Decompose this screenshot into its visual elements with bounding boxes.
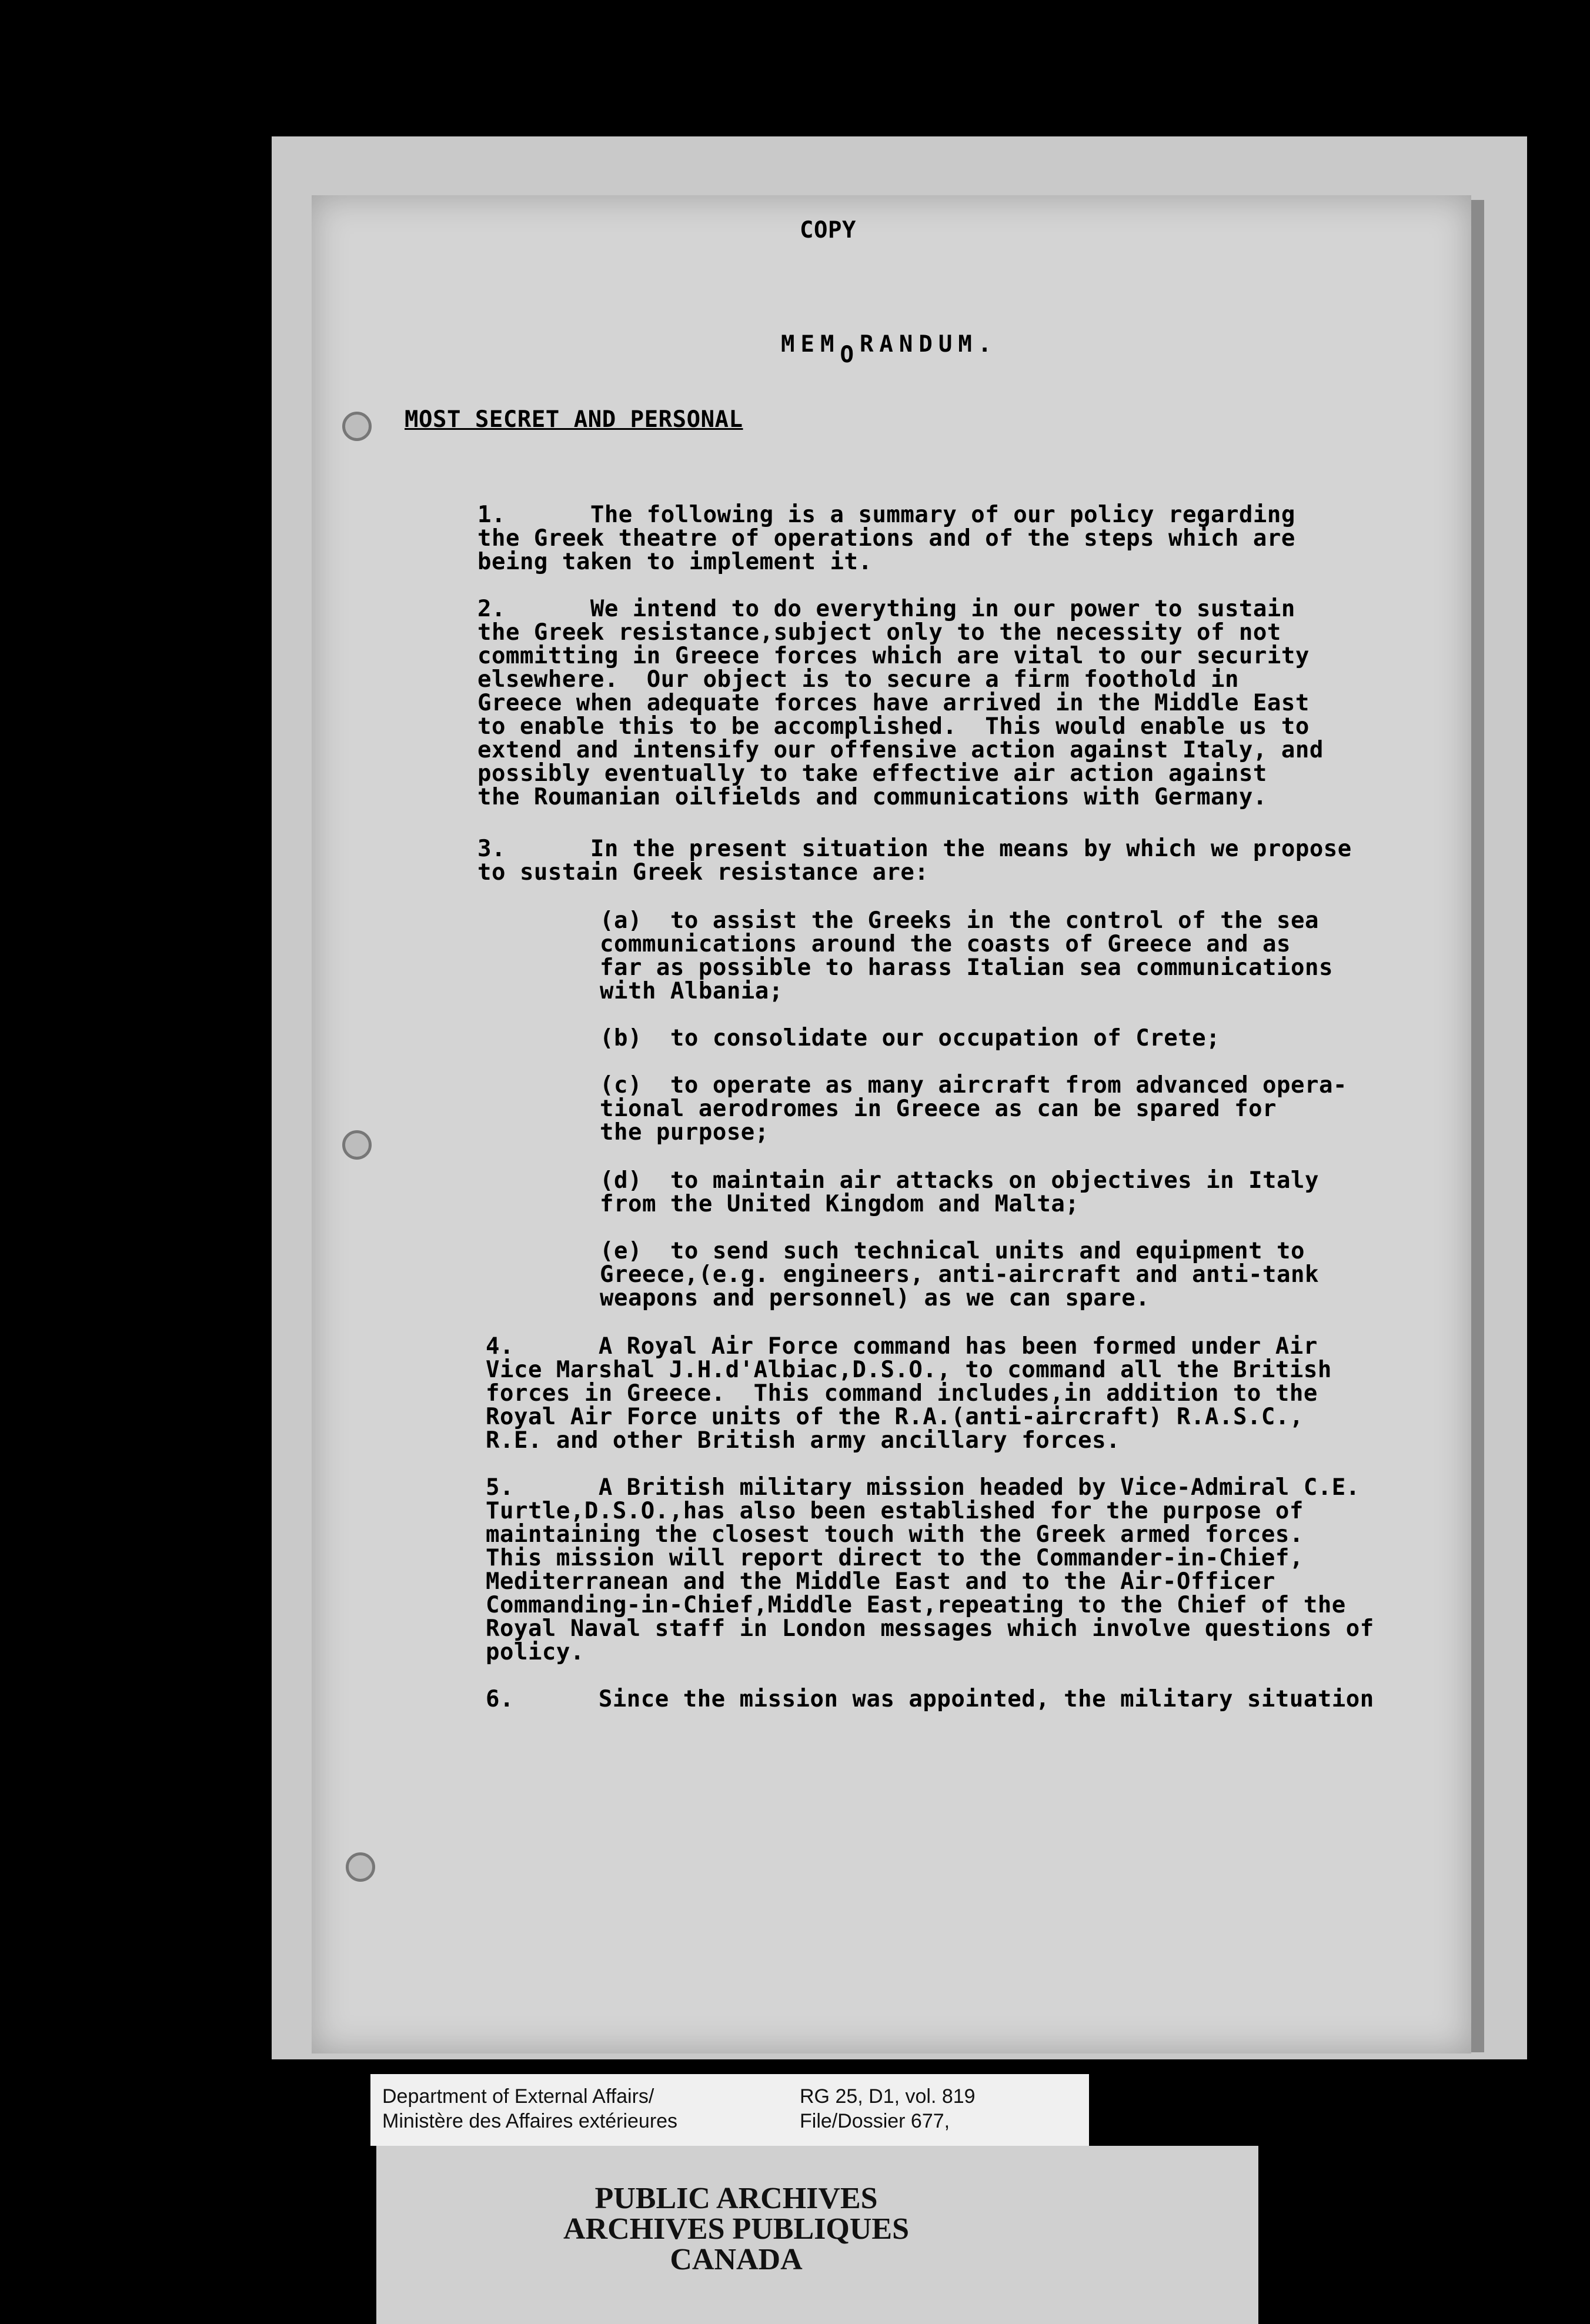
stamp-line: ARCHIVES PUBLIQUES: [563, 2212, 910, 2246]
memo-heading-part: RANDUM.: [859, 331, 998, 358]
punch-hole-icon: [346, 1852, 375, 1882]
memo-line: from the United Kingdom and Malta;: [600, 1191, 1080, 1217]
memo-line: the Greek theatre of operations and of the steps which are: [477, 525, 1295, 552]
memo-heading: [781, 331, 998, 368]
memo-line: 6. Since the mission was appointed, the military situation: [486, 1686, 1374, 1712]
memo-line: 4. A Royal Air Force command has been formed under Air: [486, 1333, 1318, 1360]
file-ref: File/Dossier 677,: [800, 2110, 950, 2132]
memo-line: Royal Naval staff in London messages which involve questions of: [486, 1615, 1374, 1642]
classification-heading: MOST SECRET AND PERSONAL: [405, 406, 743, 433]
memo-line: 1. The following is a summary of our policy regarding: [477, 502, 1295, 528]
memo-line: communications around the coasts of Greece and as: [600, 931, 1291, 957]
memo-line: This mission will report direct to the Commander-in-Chief,: [486, 1545, 1304, 1571]
memo-line: Royal Air Force units of the R.A.(anti-aircraft) R.A.S.C.,: [486, 1404, 1304, 1430]
memo-line: 5. A British military mission headed by Vice-Admiral C.E.: [486, 1474, 1360, 1501]
memo-line: weapons and personnel) as we can spare.: [600, 1285, 1150, 1311]
memo-line: possibly eventually to take effective air action against: [477, 760, 1267, 787]
memo-line: maintaining the closest touch with the Greek armed forces.: [486, 1521, 1304, 1548]
memo-line: the Greek resistance,subject only to the necessity of not: [477, 619, 1281, 646]
memo-line: committing in Greece forces which are vital to our security: [477, 643, 1310, 669]
memo-line: Greece,(e.g. engineers, anti-aircraft and anti-tank: [600, 1261, 1319, 1288]
memo-heading-part: O: [840, 342, 860, 368]
memo-line: forces in Greece. This command includes,in addition to the: [486, 1380, 1318, 1407]
memo-heading-part: MEM: [781, 331, 840, 358]
archives-stamp: [376, 2146, 1258, 2324]
memo-line: to sustain Greek resistance are:: [477, 859, 929, 886]
memo-line: the Roumanian oilfields and communications with Germany.: [477, 784, 1267, 810]
memo-line: Turtle,D.S.O.,has also been established for the purpose of: [486, 1498, 1304, 1524]
memo-line: 2. We intend to do everything in our power to sustain: [477, 596, 1295, 622]
copy-label: COPY: [800, 217, 856, 243]
record-group-ref: RG 25, D1, vol. 819: [800, 2085, 976, 2108]
memo-line: Vice Marshal J.H.d'Albiac,D.S.O., to command all the British: [486, 1357, 1332, 1383]
department-en: Department of External Affairs/: [382, 2085, 654, 2108]
memo-line: policy.: [486, 1639, 584, 1665]
archive-reference-label: [370, 2074, 1089, 2146]
memo-line: Greece when adequate forces have arrived in the Middle East: [477, 690, 1310, 716]
page-edge-shadow: [1471, 200, 1484, 2052]
memo-line: Commanding-in-Chief,Middle East,repeating to the Chief of the: [486, 1592, 1346, 1618]
memo-line: R.E. and other British army ancillary forces.: [486, 1427, 1121, 1454]
memo-line: Mediterranean and the Middle East and to the Air-Officer: [486, 1568, 1275, 1595]
department-fr: Ministère des Affaires extérieures: [382, 2110, 678, 2132]
memo-line: elsewhere. Our object is to secure a firm foothold in: [477, 666, 1239, 693]
stamp-line: CANADA: [670, 2243, 803, 2276]
memo-line: (c) to operate as many aircraft from advanced opera-: [600, 1072, 1347, 1098]
memo-line: 3. In the present situation the means by which we propose: [477, 836, 1352, 862]
memo-line: the purpose;: [600, 1119, 769, 1146]
memo-line: tional aerodromes in Greece as can be spared for: [600, 1096, 1277, 1122]
document-page: [312, 195, 1471, 2053]
memo-line: (d) to maintain air attacks on objectives in Italy: [600, 1167, 1319, 1194]
punch-hole-icon: [342, 412, 372, 441]
memo-line: (a) to assist the Greeks in the control of the sea: [600, 907, 1319, 934]
memo-line: with Albania;: [600, 978, 783, 1004]
memo-line: (e) to send such technical units and equipment to: [600, 1238, 1305, 1264]
memo-line: to enable this to be accomplished. This would enable us to: [477, 713, 1310, 740]
stamp-line: PUBLIC ARCHIVES: [594, 2182, 878, 2215]
memo-line: (b) to consolidate our occupation of Crete;: [600, 1025, 1221, 1051]
memo-line: extend and intensify our offensive action against Italy, and: [477, 737, 1324, 763]
memo-line: being taken to implement it.: [477, 549, 873, 575]
memo-line: far as possible to harass Italian sea communications: [600, 954, 1333, 981]
punch-hole-icon: [342, 1130, 372, 1160]
